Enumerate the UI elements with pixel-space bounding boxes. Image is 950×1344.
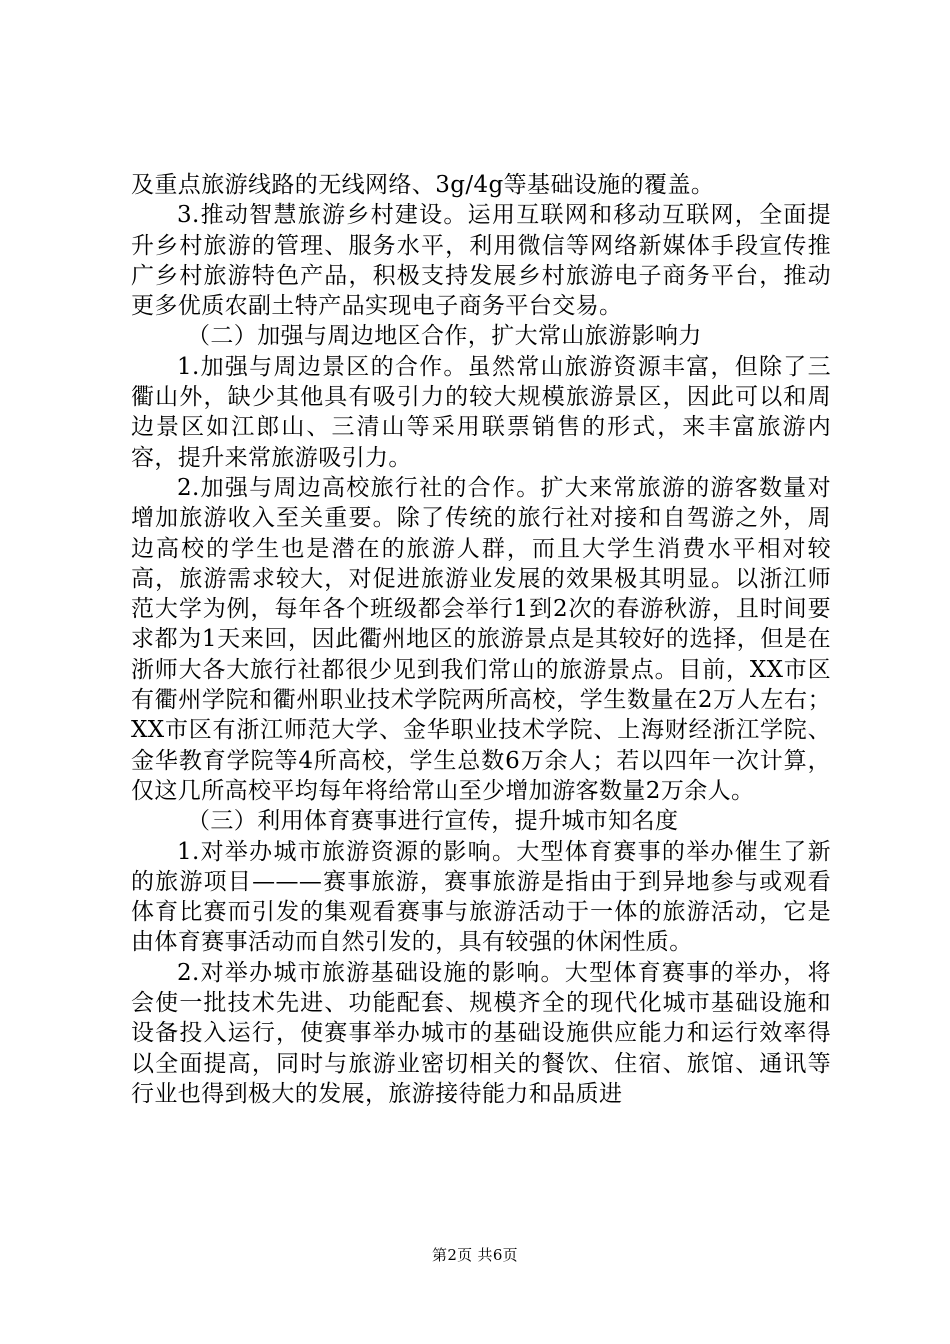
page-footer: 第2页 共6页	[432, 1246, 518, 1264]
paragraph-continuation: 及重点旅游线路的无线网络、3g/4g等基础设施的覆盖。	[131, 172, 715, 198]
document-body	[131, 170, 831, 1109]
paragraph-sports-infrastructure: 2.对举办城市旅游基础设施的影响。大型体育赛事的举办，将会使一批技术先进、功能配套、规模齐全的现代化城市基础设施和设备投入运行，使赛事举办城市的基础设施供应能力和运行效率得以全面提高，同时与旅游业密切相关的餐饮、住宿、旅馆、通讯等行业也得到极大的发展，旅游接待能力和品质进	[131, 959, 831, 1107]
section-heading-3: （三）利用体育赛事进行宣传，提升城市知名度	[187, 808, 679, 835]
paragraph-university-cooperation: 2.加强与周边高校旅行社的合作。扩大来常旅游的游客数量对增加旅游收入至关重要。除了传统的旅行社对接和自驾游之外，周边高校的学生也是潜在的旅游人群，而且大学生消费水平相对较高，旅游需求较大，对促进旅游业发展的效果极其明显。以浙江师范大学为例，每年各个班级都会举行1到2次的春游秋游，且时间要求都为1天来回，因此衢州地区的旅游景点是其较好的选择，但是在浙师大各大旅行社都很少见到我们常山的旅游景点。目前，XX市区有衢州学院和衢州职业技术学院两所高校，学生数量在2万人左右；XX市区有浙江师范大学、金华职业技术学院、上海财经浙江学院、金华教育学院等4所高校，学生总数6万余人；若以四年一次计算，仅这几所高校平均每年将给常山至少增加游客数量2万余人。	[131, 474, 831, 804]
section-heading-2: （二）加强与周边地区合作，扩大常山旅游影响力	[187, 323, 702, 350]
paragraph-smart-tourism: 3.推动智慧旅游乡村建设。运用互联网和移动互联网，全面提升乡村旅游的管理、服务水平，利用微信等网络新媒体手段宣传推广乡村旅游特色产品，积极支持发展乡村旅游电子商务平台，推动更多优质农副土特产品实现电子商务平台交易。	[131, 202, 831, 320]
paragraph-scenic-cooperation: 1.加强与周边景区的合作。虽然常山旅游资源丰富，但除了三衢山外，缺少其他具有吸引力的较大规模旅游景区，因此可以和周边景区如江郎山、三清山等采用联票销售的形式，来丰富旅游内容，提升来常旅游吸引力。	[131, 353, 831, 471]
paragraph-sports-tourism-resources: 1.对举办城市旅游资源的影响。大型体育赛事的举办催生了新的旅游项目———赛事旅游，赛事旅游是指由于到异地参与或观看体育比赛而引发的集观看赛事与旅游活动于一体的旅游活动，它是由体育赛事活动而自然引发的，具有较强的休闲性质。	[131, 838, 831, 956]
